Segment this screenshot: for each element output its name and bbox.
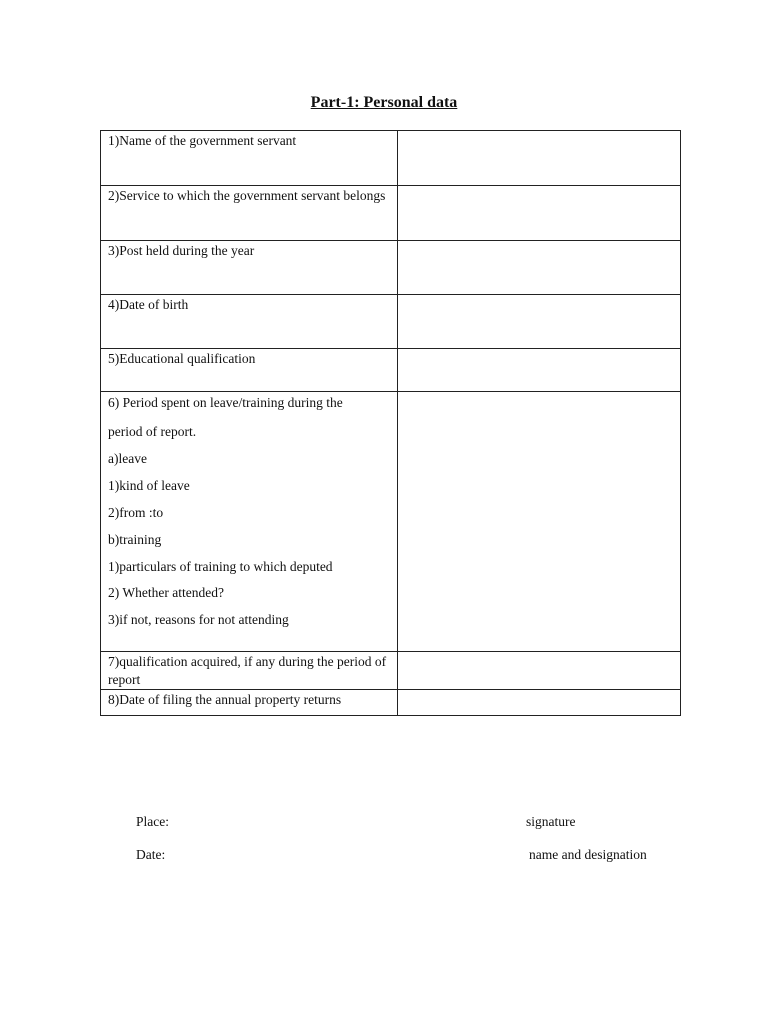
row-label-leave-training	[101, 392, 398, 652]
row-label-qualification-acquired: 7)qualification acquired, if any during the period of report	[101, 652, 398, 690]
row-label-post-held: 3)Post held during the year	[101, 241, 398, 295]
table-row	[101, 690, 681, 716]
name-designation-label: name and designation	[529, 847, 647, 862]
table-row	[101, 349, 681, 392]
leave-training-line: 3)if not, reasons for not attending	[108, 612, 289, 628]
row-label-date-of-birth: 4)Date of birth	[101, 295, 398, 349]
row-value-name[interactable]	[398, 131, 681, 186]
table-row	[101, 186, 681, 241]
row-label-name: 1)Name of the government servant	[101, 131, 398, 186]
row-value-educational-qualification[interactable]	[398, 349, 681, 392]
personal-data-table	[100, 130, 681, 716]
row-value-qualification-acquired[interactable]	[398, 652, 681, 690]
leave-training-line: a)leave	[108, 450, 147, 466]
leave-training-line: b)training	[108, 531, 162, 547]
row-value-date-of-birth[interactable]	[398, 295, 681, 349]
row-label-service: 2)Service to which the government servant belongs	[101, 186, 398, 241]
table-row	[101, 392, 681, 652]
row-value-service[interactable]	[398, 186, 681, 241]
leave-training-line: 2) Whether attended?	[108, 585, 224, 601]
signature-label: signature	[526, 814, 576, 829]
leave-training-line: 1)particulars of training to which deputed	[108, 558, 333, 574]
table-row	[101, 652, 681, 690]
place-label: Place:	[136, 814, 169, 829]
leave-training-line: 1)kind of leave	[108, 477, 190, 493]
date-label: Date:	[136, 847, 166, 862]
row-value-leave-training[interactable]	[398, 392, 681, 652]
page-title: Part-1: Personal data	[310, 94, 458, 111]
row-label-property-returns: 8)Date of filing the annual property returns	[101, 690, 398, 716]
row-value-post-held[interactable]	[398, 241, 681, 295]
row-value-property-returns[interactable]	[398, 690, 681, 716]
leave-training-line: period of report.	[108, 424, 197, 439]
table-row	[101, 295, 681, 349]
leave-training-line: 6) Period spent on leave/training during the	[108, 395, 343, 410]
row-label-educational-qualification: 5)Educational qualification	[101, 349, 398, 392]
leave-training-line: 2)from :to	[108, 504, 164, 520]
table-row	[101, 241, 681, 295]
table-row	[101, 131, 681, 186]
